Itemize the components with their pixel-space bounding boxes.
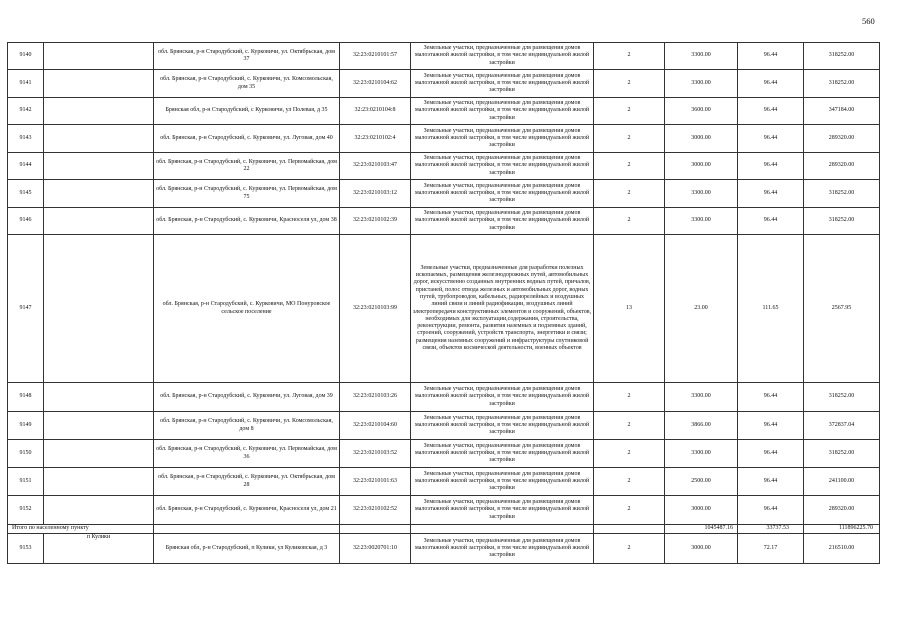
- total-row: [8, 525, 880, 534]
- address-cell: обл. Брянская, р-н Стародубский, с. Курковичи, ул. Комсомольская, дом 35: [154, 70, 340, 98]
- area-cell: 3000.00: [665, 496, 738, 525]
- cadastral-number-cell: 32:23:0210102:4: [340, 125, 411, 153]
- area-cell: 3600.00: [665, 98, 738, 125]
- area-cell: 3300.00: [665, 440, 738, 468]
- cadastral-value-cell: 347184.00: [804, 98, 880, 125]
- locality-cell: [44, 70, 154, 98]
- address-cell: Брянская обл, р-н Стародубский, п Кулики, ул Куликовская, д 3: [154, 534, 340, 564]
- group-cell: 2: [594, 98, 665, 125]
- group-cell: 2: [594, 70, 665, 98]
- cadastral-value-cell: 289320.00: [804, 125, 880, 153]
- cadastral-value-cell: 216510.00: [804, 534, 880, 564]
- cadastral-value-cell: 318252.00: [804, 70, 880, 98]
- table-row: [8, 125, 880, 153]
- permitted-use-cell: Земельные участки, предназначенные для размещения домов малоэтажной жилой застройки, в том числе индивидуальной жилой застройки: [411, 125, 594, 153]
- locality-cell: п Кулики: [44, 534, 154, 564]
- permitted-use-cell: Земельные участки, предназначенные для размещения домов малоэтажной жилой застройки, в том числе индивидуальной жилой застройки: [411, 70, 594, 98]
- group-cell: 2: [594, 534, 665, 564]
- group-cell: 2: [594, 43, 665, 70]
- permitted-use-cell: Земельные участки, предназначенные для размещения домов малоэтажной жилой застройки, в том числе индивидуальной жилой застройки: [411, 153, 594, 180]
- specific-value-cell: 72.17: [738, 534, 804, 564]
- row-number: 9145: [8, 180, 44, 208]
- row-number: 9143: [8, 125, 44, 153]
- specific-value-cell: 96.44: [738, 70, 804, 98]
- specific-value-cell: 96.44: [738, 468, 804, 496]
- permitted-use-cell: Земельные участки, предназначенные для размещения домов малоэтажной жилой застройки, в том числе индивидуальной жилой застройки: [411, 383, 594, 412]
- total-label: Итого по населенному пункту: [8, 525, 154, 534]
- row-number: 9146: [8, 208, 44, 235]
- area-cell: 2500.00: [665, 468, 738, 496]
- locality-cell: [44, 235, 154, 383]
- address-cell: обл. Брянская, р-н Стародубский, с. Курковичи, Красноселя ул, дом 38: [154, 208, 340, 235]
- table-row: [8, 496, 880, 525]
- permitted-use-cell: Земельные участки, предназначенные для размещения домов малоэтажной жилой застройки, в том числе индивидуальной жилой застройки: [411, 468, 594, 496]
- cadastral-number-cell: 32:23:0210103:26: [340, 383, 411, 412]
- cadastral-number-cell: 32:23:0020701:10: [340, 534, 411, 564]
- total-specific-value: 33737.53: [738, 525, 804, 534]
- table-row: [8, 412, 880, 440]
- area-cell: 3300.00: [665, 180, 738, 208]
- cadastral-number-cell: 32:23:0210102:39: [340, 208, 411, 235]
- table-body: [8, 43, 880, 564]
- locality-cell: [44, 180, 154, 208]
- total-area: 1045487.16: [665, 525, 738, 534]
- locality-cell: [44, 383, 154, 412]
- locality-cell: [44, 43, 154, 70]
- address-cell: обл. Брянская, р-н Стародубский, с. Курковичи, ул. Луговая, дом 39: [154, 383, 340, 412]
- row-number: 9152: [8, 496, 44, 525]
- group-cell: 2: [594, 180, 665, 208]
- group-cell: 2: [594, 125, 665, 153]
- specific-value-cell: 96.44: [738, 412, 804, 440]
- row-number: 9153: [8, 534, 44, 564]
- table-row: [8, 153, 880, 180]
- area-cell: 3300.00: [665, 383, 738, 412]
- specific-value-cell: 96.44: [738, 180, 804, 208]
- area-cell: 3300.00: [665, 208, 738, 235]
- permitted-use-cell: Земельные участки, предназначенные для размещения домов малоэтажной жилой застройки, в том числе индивидуальной жилой застройки: [411, 534, 594, 564]
- permitted-use-cell: Земельные участки, предназначенные для размещения домов малоэтажной жилой застройки, в том числе индивидуальной жилой застройки: [411, 180, 594, 208]
- address-cell: обл. Брянская, р-н Стародубский, с. Курковичи, ул. Октябрьская, дом 37: [154, 43, 340, 70]
- table-row: [8, 440, 880, 468]
- specific-value-cell: 96.44: [738, 98, 804, 125]
- table-row: [8, 208, 880, 235]
- cadastral-number-cell: 32:23:0210104:60: [340, 412, 411, 440]
- area-cell: 3000.00: [665, 153, 738, 180]
- cadastral-value-cell: 318252.00: [804, 43, 880, 70]
- row-number: 9142: [8, 98, 44, 125]
- address-cell: Брянская обл, р-н Стародубский, с Курковичи, ул Полевая, д 35: [154, 98, 340, 125]
- permitted-use-cell: Земельные участки, предназначенные для размещения домов малоэтажной жилой застройки, в том числе индивидуальной жилой застройки: [411, 496, 594, 525]
- locality-cell: [44, 468, 154, 496]
- row-number: 9144: [8, 153, 44, 180]
- locality-cell: [44, 412, 154, 440]
- table-row: [8, 98, 880, 125]
- permitted-use-cell: Земельные участки, предназначенные для разработки полезных ископаемых, размещения железнодорожных путей, автомобильных дорог, искусственно созданных внутренних водных путей, причалов, пристаней, полос отвода железных и автомобильных дорог, водных путей, трубопроводов, кабельных, радиорелейных и воздушных линий связи и линий радиофикации, воздушных линий электропередачи конструктивных элементов и сооружений, объектов, необходимых для эксплуатации,содержания, строительства, реконструкции, ремонта, развития наземных и подземных зданий, строений, сооружений, устройств транспорта, энергетики и связи; размещения наземных сооружений и инфраструктуры спутниковой связи, объектов космической деятельности, военных объектов: [411, 235, 594, 383]
- row-number: 9147: [8, 235, 44, 383]
- address-cell: обл. Брянская, р-н Стародубский, с. Курковичи, ул. Комсомольская, дом 8: [154, 412, 340, 440]
- permitted-use-cell: Земельные участки, предназначенные для размещения домов малоэтажной жилой застройки, в том числе индивидуальной жилой застройки: [411, 208, 594, 235]
- row-number: 9140: [8, 43, 44, 70]
- group-cell: 2: [594, 383, 665, 412]
- address-cell: обл. Брянская, р-н Стародубский, с. Курковичи, ул. Октябрьская, дом 28: [154, 468, 340, 496]
- group-cell: 2: [594, 496, 665, 525]
- cadastral-value-cell: 318252.00: [804, 180, 880, 208]
- area-cell: 3300.00: [665, 43, 738, 70]
- row-number: 9150: [8, 440, 44, 468]
- permitted-use-cell: Земельные участки, предназначенные для размещения домов малоэтажной жилой застройки, в том числе индивидуальной жилой застройки: [411, 43, 594, 70]
- total-empty-cell: [340, 525, 411, 534]
- permitted-use-cell: Земельные участки, предназначенные для размещения домов малоэтажной жилой застройки, в том числе индивидуальной жилой застройки: [411, 440, 594, 468]
- cadastral-number-cell: 32:23:0210104:62: [340, 70, 411, 98]
- group-cell: 2: [594, 440, 665, 468]
- cadastral-number-cell: 32:23:0210103:52: [340, 440, 411, 468]
- specific-value-cell: 96.44: [738, 43, 804, 70]
- area-cell: 3000.00: [665, 534, 738, 564]
- cadastral-number-cell: 32:23:0210103:99: [340, 235, 411, 383]
- cadastral-value-cell: 241100.00: [804, 468, 880, 496]
- table-row: [8, 43, 880, 70]
- land-registry-table: [7, 42, 880, 564]
- cadastral-number-cell: 32:23:0210102:52: [340, 496, 411, 525]
- row-number: 9151: [8, 468, 44, 496]
- cadastral-value-cell: 318252.00: [804, 440, 880, 468]
- cadastral-value-cell: 372837.04: [804, 412, 880, 440]
- specific-value-cell: 96.44: [738, 153, 804, 180]
- cadastral-number-cell: 32:23:0210101:57: [340, 43, 411, 70]
- cadastral-number-cell: 32:23:0210101:63: [340, 468, 411, 496]
- group-cell: 2: [594, 468, 665, 496]
- specific-value-cell: 96.44: [738, 208, 804, 235]
- locality-cell: [44, 153, 154, 180]
- permitted-use-cell: Земельные участки, предназначенные для размещения домов малоэтажной жилой застройки, в том числе индивидуальной жилой застройки: [411, 98, 594, 125]
- locality-cell: [44, 496, 154, 525]
- address-cell: обл. Брянская, р-н Стародубский, с. Курковичи, ул. Первомайская, дом 22: [154, 153, 340, 180]
- address-cell: обл. Брянская, р-н Стародубский, с. Курковичи, ул. Первомайская, дом 75: [154, 180, 340, 208]
- address-cell: обл. Брянская, р-н Стародубский, с. Курковичи, ул. Луговая, дом 40: [154, 125, 340, 153]
- table-row: [8, 468, 880, 496]
- table-row: [8, 534, 880, 564]
- address-cell: обл. Брянская, р-н Стародубский, с. Курковичи, МО Понуровское сельское поселение: [154, 235, 340, 383]
- locality-cell: [44, 208, 154, 235]
- cadastral-value-cell: 318252.00: [804, 208, 880, 235]
- permitted-use-cell: Земельные участки, предназначенные для размещения домов малоэтажной жилой застройки, в том числе индивидуальной жилой застройки: [411, 412, 594, 440]
- area-cell: 3866.00: [665, 412, 738, 440]
- cadastral-number-cell: 32:23:0210103:12: [340, 180, 411, 208]
- specific-value-cell: 96.44: [738, 383, 804, 412]
- specific-value-cell: 111.65: [738, 235, 804, 383]
- table-row: [8, 383, 880, 412]
- table-row: [8, 235, 880, 383]
- locality-cell: [44, 125, 154, 153]
- total-empty-cell: [154, 525, 340, 534]
- area-cell: 3300.00: [665, 70, 738, 98]
- locality-cell: [44, 98, 154, 125]
- area-cell: 23.00: [665, 235, 738, 383]
- cadastral-number-cell: 32:23:0210103:47: [340, 153, 411, 180]
- group-cell: 13: [594, 235, 665, 383]
- specific-value-cell: 96.44: [738, 496, 804, 525]
- row-number: 9141: [8, 70, 44, 98]
- group-cell: 2: [594, 208, 665, 235]
- table-row: [8, 180, 880, 208]
- page-number: 560: [862, 16, 875, 26]
- group-cell: 2: [594, 153, 665, 180]
- specific-value-cell: 96.44: [738, 440, 804, 468]
- total-empty-cell: [411, 525, 594, 534]
- address-cell: обл. Брянская, р-н Стародубский, с. Курковичи, ул. Первомайская, дом 36: [154, 440, 340, 468]
- row-number: 9149: [8, 412, 44, 440]
- group-cell: 2: [594, 412, 665, 440]
- cadastral-number-cell: 32:23:0210104:8: [340, 98, 411, 125]
- total-empty-cell: [594, 525, 665, 534]
- table-row: [8, 70, 880, 98]
- cadastral-value-cell: 289320.00: [804, 153, 880, 180]
- cadastral-value-cell: 289320.00: [804, 496, 880, 525]
- area-cell: 3000.00: [665, 125, 738, 153]
- row-number: 9148: [8, 383, 44, 412]
- locality-cell: [44, 440, 154, 468]
- cadastral-value-cell: 318252.00: [804, 383, 880, 412]
- specific-value-cell: 96.44: [738, 125, 804, 153]
- address-cell: обл. Брянская, р-н Стародубский, с. Курковичи, Красноселя ул, дом 21: [154, 496, 340, 525]
- total-cadastral-value: 111896225.70: [804, 525, 880, 534]
- cadastral-value-cell: 2567.95: [804, 235, 880, 383]
